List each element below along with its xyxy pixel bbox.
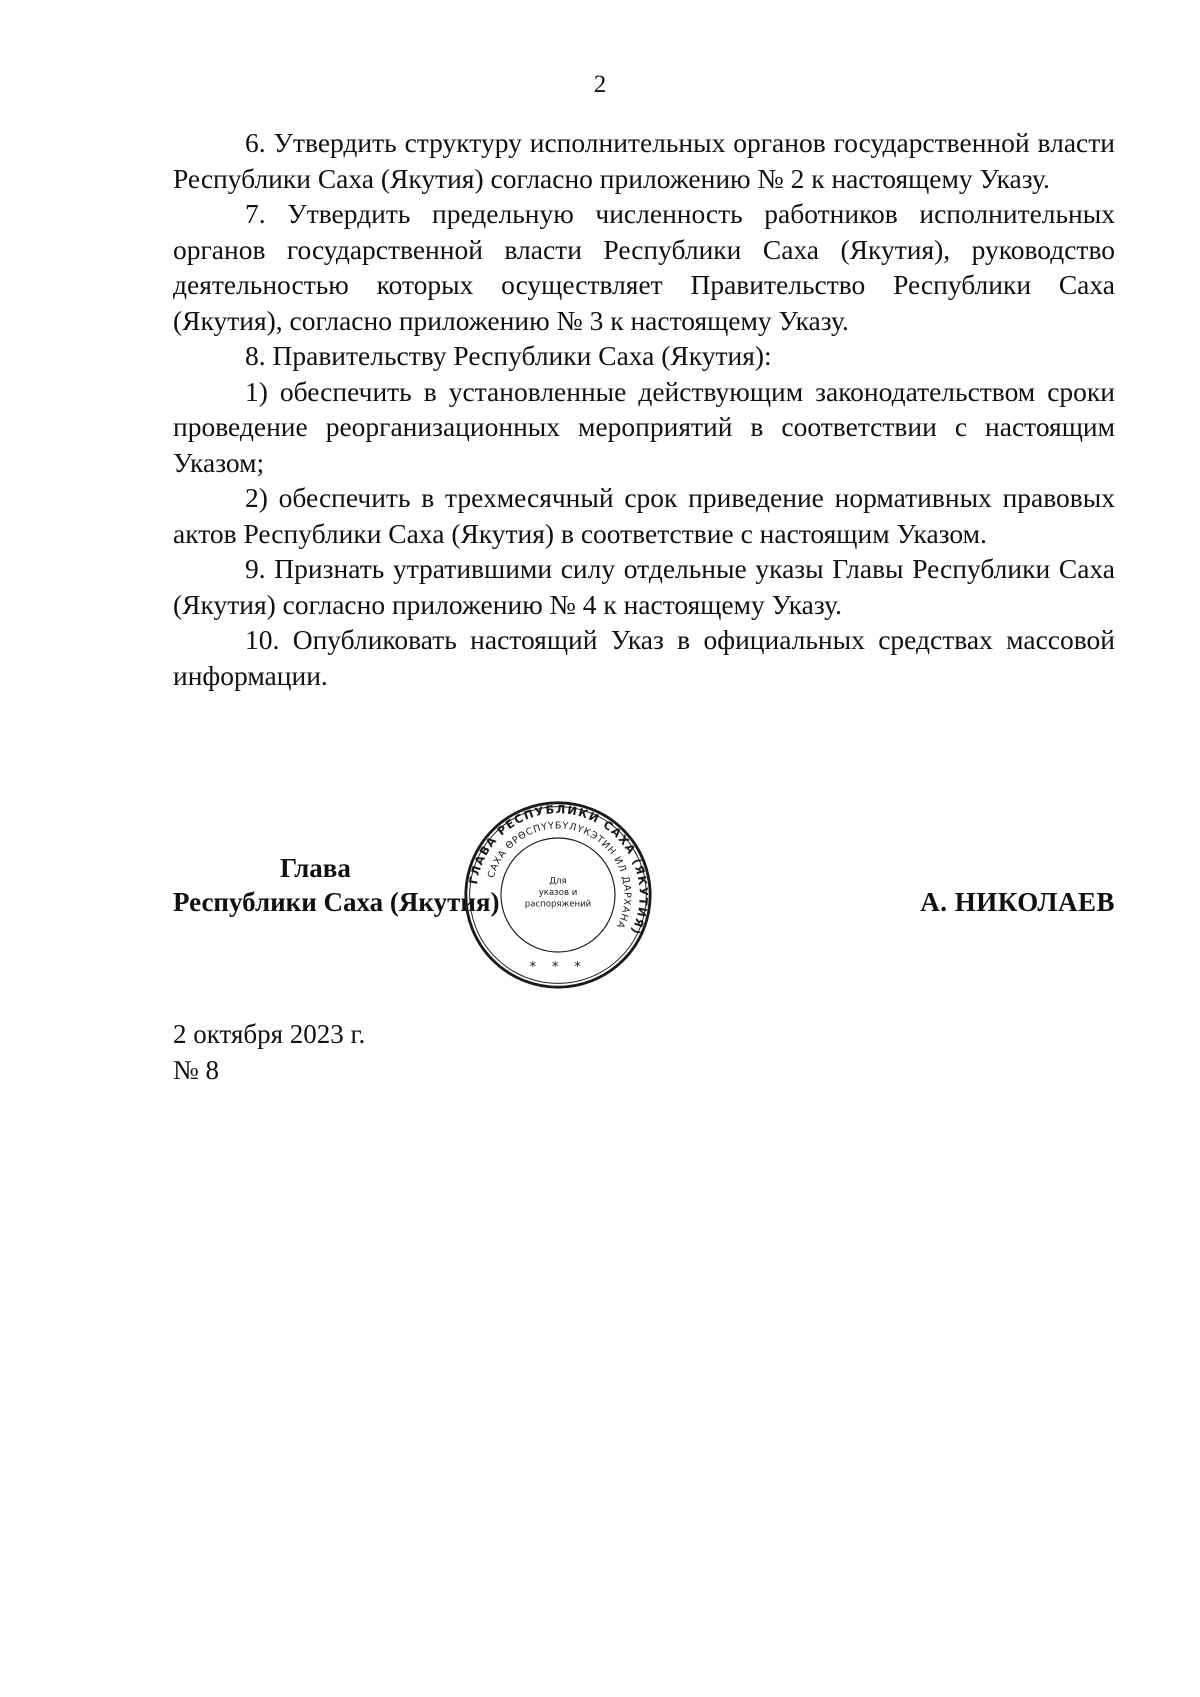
- seal-center-line3: распоряжений: [524, 899, 592, 910]
- paragraph-item-10: 10. Опубликовать настоящий Указ в официальных средствах массовой информации.: [173, 624, 1115, 691]
- page-number: 2: [593, 71, 607, 98]
- decree-body: [173, 125, 1115, 693]
- paragraph-item-9: 9. Признать утратившими силу отдельные указы Главы Республики Саха (Якутия) согласно приложению № 4 к настоящему Указу.: [173, 553, 1115, 620]
- seal-center-line2: указов и: [538, 888, 578, 898]
- seal-outer-text: ГЛАВА РЕСПУБЛИКИ САХА (ЯКУТИЯ): [466, 802, 651, 938]
- seal-stars: * * *: [529, 960, 587, 975]
- official-seal: [463, 800, 653, 990]
- seal-center-line1: Для: [549, 876, 567, 887]
- signatory-name: А. НИКОЛАЕВ: [920, 887, 1115, 917]
- decree-date: 2 октября 2023 г.: [173, 1019, 366, 1049]
- paragraph-item-8-2: 2) обеспечить в трехмесячный срок приведение нормативных правовых актов Республики Саха (Якутия) в соответствие с настоящим Указом.: [173, 482, 1115, 549]
- paragraph-item-6: 6. Утвердить структуру исполнительных органов государственной власти Республики Саха (Якутия) согласно приложению № 2 к настоящему Указу.: [173, 127, 1115, 194]
- paragraph-item-8-1: 1) обеспечить в установленные действующим законодательством сроки проведение реорганизационных мероприятий в соответствии с настоящим Указом;: [173, 375, 1115, 478]
- seal-inner-text: САХА ӨРӨСПҮҮБҮЛҮКЭТИН ИЛ ДАРХАНА: [485, 820, 633, 931]
- svg-text:САХА ӨРӨСПҮҮБҮЛҮКЭТИН ИЛ ДАРХА: [486, 820, 633, 930]
- signatory-title-line2: Республики Саха (Якутия): [173, 887, 500, 917]
- paragraph-item-8: 8. Правительству Республики Саха (Якутия):: [245, 340, 772, 371]
- decree-number: № 8: [173, 1055, 220, 1085]
- paragraph-item-7: 7. Утвердить предельную численность работников исполнительных органов государственной власти Республики Саха (Якутия), руководство деятельностью которых осуществляет Правительство Республики Саха (Якутия), согласно приложению № 3 к настоящему Указу.: [173, 198, 1115, 336]
- signatory-title-line1: Глава: [280, 853, 351, 883]
